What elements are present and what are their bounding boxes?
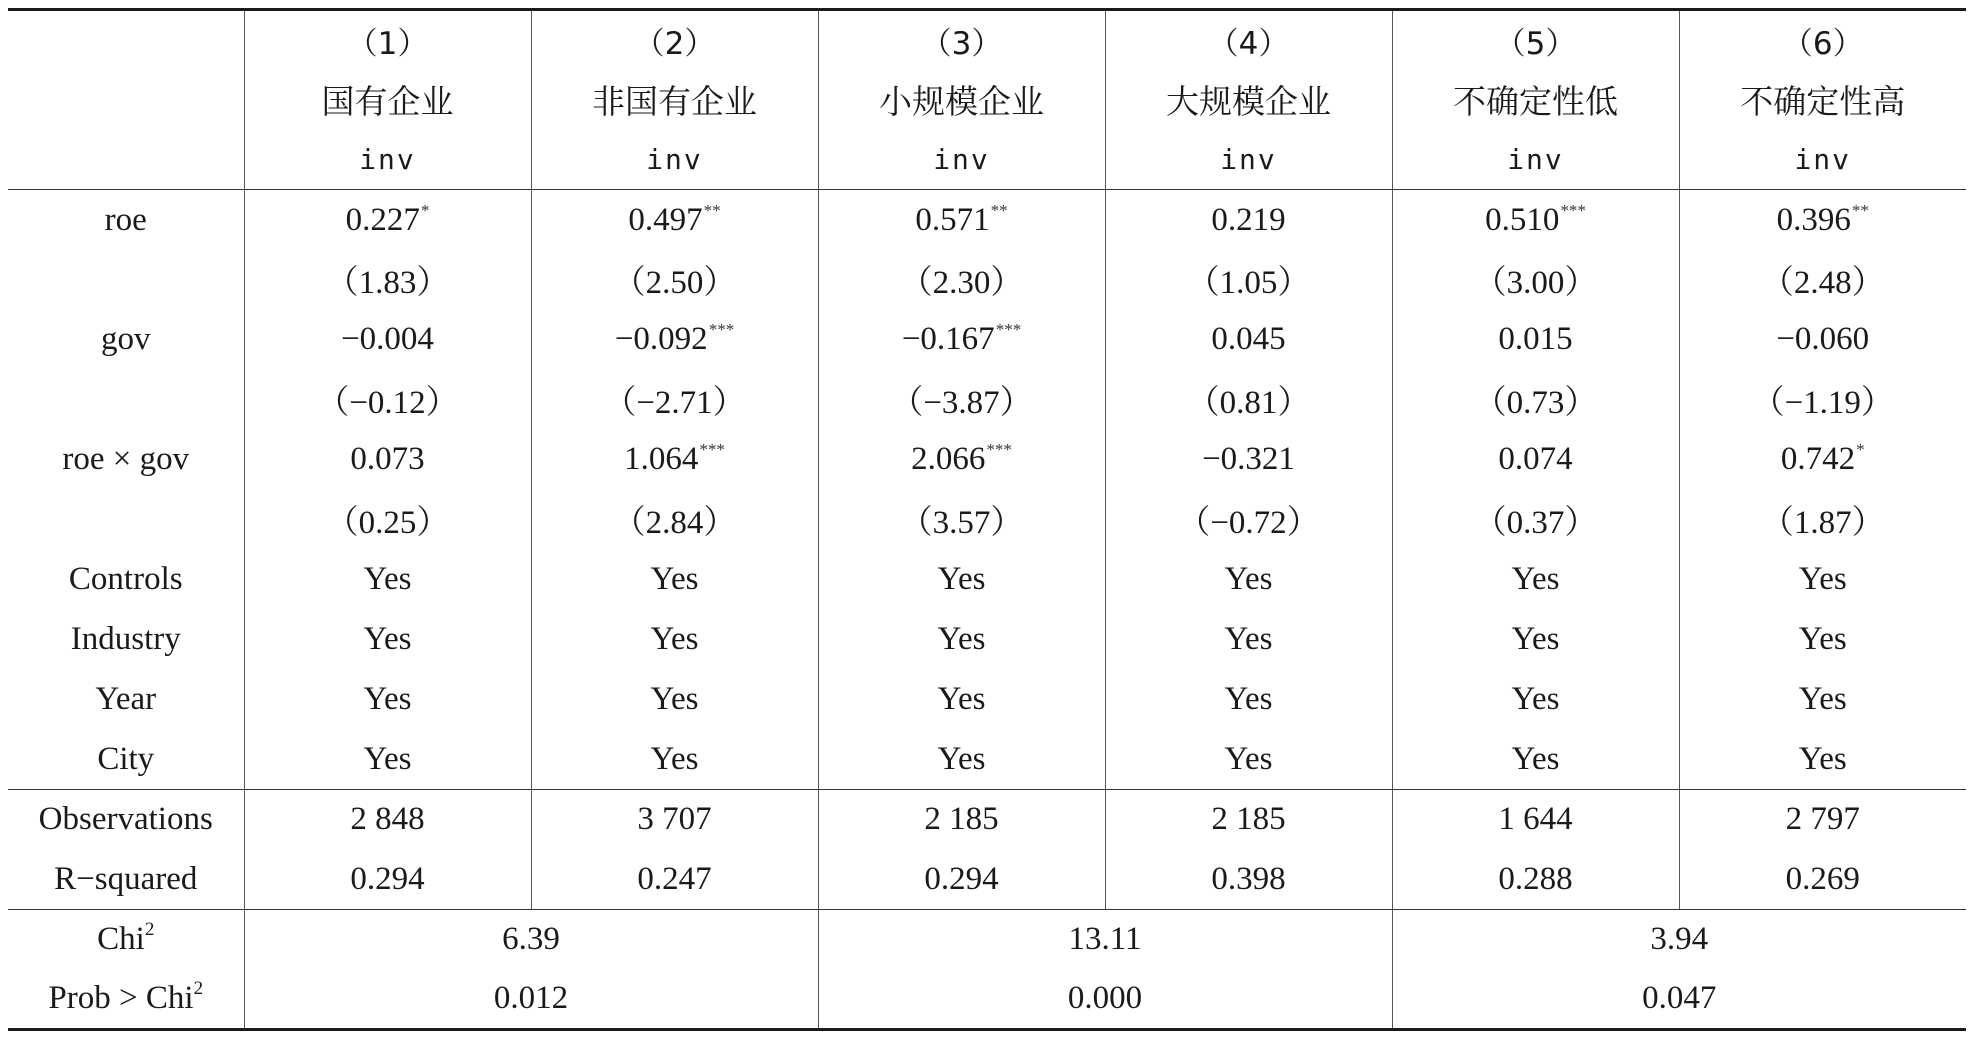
header-row-groups bbox=[8, 70, 1966, 130]
table-cell bbox=[531, 430, 818, 490]
cell-value: （1.83） bbox=[325, 265, 450, 301]
column-group-4: 大规模企业 bbox=[1105, 70, 1392, 130]
cell-value: 0.045 bbox=[1211, 321, 1286, 357]
significance-stars: * bbox=[420, 201, 430, 221]
table-cell bbox=[1392, 250, 1679, 310]
test-row bbox=[8, 910, 1966, 970]
table-cell bbox=[818, 610, 1105, 670]
table-cell bbox=[1105, 370, 1392, 430]
table-cell bbox=[531, 550, 818, 610]
cell-value: −0.321 bbox=[1202, 441, 1295, 477]
cell-value: （−3.87） bbox=[890, 385, 1033, 421]
column-group-1: 国有企业 bbox=[244, 70, 531, 130]
table-row bbox=[8, 610, 1966, 670]
row-label-text: Prob > Chi bbox=[48, 980, 194, 1017]
cell-value: Yes bbox=[1511, 561, 1560, 597]
table-cell bbox=[531, 250, 818, 310]
table-cell bbox=[244, 430, 531, 490]
row-label bbox=[8, 370, 244, 430]
table-cell: 2 797 bbox=[1785, 801, 1860, 838]
table-cell bbox=[1105, 550, 1392, 610]
row-label: Industry bbox=[8, 610, 244, 670]
header-corner-cell bbox=[8, 130, 244, 190]
merged-cell: 6.39 bbox=[244, 910, 818, 970]
table-cell bbox=[531, 490, 818, 550]
table-cell bbox=[1105, 490, 1392, 550]
table-cell bbox=[1392, 670, 1679, 730]
cell-value: 0.015 bbox=[1498, 321, 1573, 357]
significance-stars: * bbox=[1856, 440, 1865, 459]
column-group-6: 不确定性高 bbox=[1740, 82, 1906, 121]
cell-value: Yes bbox=[650, 561, 699, 597]
merged-cell: 13.11 bbox=[818, 910, 1392, 970]
table-cell bbox=[818, 310, 1105, 370]
table-cell: 0.294 bbox=[818, 850, 1105, 910]
row-label bbox=[8, 910, 244, 970]
significance-stars: *** bbox=[708, 320, 735, 339]
table-cell bbox=[1105, 190, 1392, 250]
table-cell bbox=[1105, 250, 1392, 310]
table-cell bbox=[1679, 370, 1966, 430]
header-corner-cell bbox=[8, 10, 244, 70]
cell-value: Yes bbox=[1224, 740, 1273, 777]
table-cell bbox=[531, 370, 818, 430]
column-number-5: （5） bbox=[1392, 10, 1679, 70]
cell-value: （3.57） bbox=[899, 505, 1024, 541]
table-cell: 3 707 bbox=[531, 790, 818, 850]
table-cell bbox=[244, 670, 531, 730]
test-row bbox=[8, 970, 1966, 1030]
column-group-5: 不确定性低 bbox=[1392, 70, 1679, 130]
cell-value: Yes bbox=[937, 740, 986, 777]
table-cell bbox=[1679, 250, 1966, 310]
table-cell bbox=[244, 730, 531, 790]
cell-value: Yes bbox=[1798, 681, 1847, 717]
table-cell bbox=[1392, 730, 1679, 790]
cell-value: （0.37） bbox=[1473, 505, 1598, 541]
significance-stars: *** bbox=[995, 320, 1022, 339]
cell-value: Yes bbox=[650, 621, 699, 657]
cell-value: Yes bbox=[1511, 681, 1560, 717]
row-label-text: Chi bbox=[97, 921, 145, 958]
table-cell bbox=[244, 190, 531, 250]
table-row bbox=[8, 490, 1966, 550]
table-row bbox=[8, 550, 1966, 610]
table-cell bbox=[244, 310, 531, 370]
cell-value: Yes bbox=[363, 681, 412, 717]
significance-stars: ** bbox=[990, 201, 1008, 221]
header-row-dependent-variable bbox=[8, 130, 1966, 190]
cell-value: Yes bbox=[1224, 561, 1273, 597]
cell-value: （0.81） bbox=[1186, 385, 1311, 421]
cell-value: （−0.72） bbox=[1177, 505, 1320, 541]
table-cell bbox=[244, 370, 531, 430]
cell-value: （−1.19） bbox=[1751, 385, 1894, 421]
table-cell bbox=[1392, 430, 1679, 490]
column-number-6: （6） bbox=[1679, 10, 1966, 70]
fit-statistics-section bbox=[8, 790, 1966, 910]
table-cell bbox=[1392, 310, 1679, 370]
row-label: Year bbox=[8, 670, 244, 730]
statistics-row bbox=[8, 850, 1966, 910]
table-cell bbox=[1679, 730, 1966, 790]
cell-value: Yes bbox=[937, 561, 986, 597]
table-cell bbox=[1105, 310, 1392, 370]
cell-value: 0.227 bbox=[345, 202, 420, 239]
significance-stars: *** bbox=[1560, 201, 1586, 221]
cell-value: （0.73） bbox=[1473, 385, 1598, 421]
column-number-2: （2） bbox=[531, 10, 818, 70]
cell-value: −0.060 bbox=[1776, 321, 1870, 357]
table-row bbox=[8, 310, 1966, 370]
significance-stars: *** bbox=[699, 440, 725, 459]
table-cell bbox=[818, 190, 1105, 250]
cell-value: Yes bbox=[1511, 621, 1560, 657]
table-cell bbox=[1392, 490, 1679, 550]
merged-cell: 0.047 bbox=[1392, 970, 1966, 1030]
cell-value: −0.167 bbox=[901, 321, 995, 357]
table-cell bbox=[1105, 670, 1392, 730]
cell-value: Yes bbox=[1798, 561, 1847, 597]
table-cell bbox=[1679, 430, 1966, 490]
table-cell bbox=[531, 310, 818, 370]
cell-value: （2.84） bbox=[612, 505, 737, 541]
header-corner-cell bbox=[8, 70, 244, 130]
column-number-1: （1） bbox=[244, 10, 531, 70]
significance-stars: ** bbox=[1851, 201, 1869, 221]
table-cell: 2 185 bbox=[1105, 790, 1392, 850]
table-cell bbox=[1105, 430, 1392, 490]
statistics-row bbox=[8, 790, 1966, 850]
table-cell bbox=[244, 610, 531, 670]
cell-value: （2.48） bbox=[1760, 265, 1885, 301]
cell-value: （1.05） bbox=[1186, 265, 1311, 301]
cell-value: 2.066 bbox=[911, 441, 986, 477]
header-row-column-numbers bbox=[8, 10, 1966, 70]
table-row bbox=[8, 190, 1966, 250]
column-group-3: 小规模企业 bbox=[818, 70, 1105, 130]
table-cell bbox=[1392, 190, 1679, 250]
table-cell bbox=[818, 430, 1105, 490]
cell-value: 0.073 bbox=[350, 441, 425, 477]
cell-value: Yes bbox=[1224, 681, 1273, 717]
table-cell: 0.269 bbox=[1679, 850, 1966, 910]
cell-value: Yes bbox=[1798, 740, 1847, 777]
column-number-4: （4） bbox=[1105, 10, 1392, 70]
cell-value: Yes bbox=[1798, 621, 1847, 657]
cell-value: Yes bbox=[1511, 740, 1560, 777]
table-cell bbox=[531, 730, 818, 790]
table-cell: 0.288 bbox=[1392, 850, 1679, 910]
row-label: roe bbox=[8, 190, 244, 250]
table-row bbox=[8, 430, 1966, 490]
row-label-superscript: 2 bbox=[193, 978, 204, 1000]
merged-cell: 0.000 bbox=[818, 970, 1392, 1030]
table-cell bbox=[818, 490, 1105, 550]
table-row bbox=[8, 670, 1966, 730]
row-label bbox=[8, 970, 244, 1030]
row-label-superscript: 2 bbox=[144, 919, 155, 941]
row-label: roe × gov bbox=[8, 430, 244, 490]
table-cell bbox=[1392, 550, 1679, 610]
cell-value: Yes bbox=[363, 740, 412, 777]
table-cell bbox=[818, 370, 1105, 430]
table-cell bbox=[531, 610, 818, 670]
group-difference-test-section bbox=[8, 910, 1966, 1030]
cell-value: 0.396 bbox=[1776, 202, 1851, 239]
cell-value: 0.510 bbox=[1485, 202, 1560, 239]
table-cell bbox=[1392, 370, 1679, 430]
column-group-2: 非国有企业 bbox=[531, 70, 818, 130]
dependent-variable-4: inv bbox=[1105, 130, 1392, 190]
table-header bbox=[8, 10, 1966, 190]
cell-value: Yes bbox=[363, 561, 412, 597]
cell-value: −0.004 bbox=[341, 321, 434, 357]
cell-value: Yes bbox=[363, 621, 412, 657]
cell-value: （0.25） bbox=[325, 505, 450, 541]
row-label: R−squared bbox=[8, 850, 244, 910]
dependent-variable-5: inv bbox=[1392, 130, 1679, 190]
table-cell: 2 848 bbox=[244, 790, 531, 850]
table-cell bbox=[244, 550, 531, 610]
cell-value: Yes bbox=[650, 681, 699, 717]
cell-value: 0.497 bbox=[628, 202, 703, 239]
regression-results-table bbox=[8, 8, 1966, 1031]
cell-value: Yes bbox=[937, 621, 986, 657]
table-cell bbox=[1679, 670, 1966, 730]
cell-value: （3.00） bbox=[1473, 265, 1598, 301]
cell-value: 0.219 bbox=[1211, 202, 1286, 239]
table-cell bbox=[818, 550, 1105, 610]
cell-value: （−2.71） bbox=[603, 385, 746, 421]
table-row bbox=[8, 250, 1966, 310]
table-cell bbox=[244, 490, 531, 550]
dependent-variable-6: inv bbox=[1679, 130, 1966, 190]
table-cell bbox=[1679, 190, 1966, 250]
cell-value: （−0.12） bbox=[316, 385, 459, 421]
dependent-variable-2: inv bbox=[531, 130, 818, 190]
row-label: City bbox=[8, 730, 244, 790]
cell-value: （2.30） bbox=[899, 265, 1024, 301]
table-cell: 0.398 bbox=[1105, 850, 1392, 910]
table-cell bbox=[531, 670, 818, 730]
merged-cell: 3.94 bbox=[1650, 921, 1709, 958]
dependent-variable-1: inv bbox=[244, 130, 531, 190]
table-row bbox=[8, 370, 1966, 430]
cell-value: 0.571 bbox=[915, 202, 990, 239]
significance-stars: *** bbox=[986, 440, 1012, 459]
cell-value: Yes bbox=[1224, 621, 1273, 657]
cell-value: （1.87） bbox=[1760, 505, 1885, 541]
table-cell bbox=[1105, 730, 1392, 790]
table-cell: 0.247 bbox=[531, 850, 818, 910]
cell-value: 0.742 bbox=[1780, 441, 1856, 477]
column-number-3: （3） bbox=[818, 10, 1105, 70]
table-cell: 0.294 bbox=[244, 850, 531, 910]
table-cell bbox=[1679, 610, 1966, 670]
cell-value: Yes bbox=[650, 740, 699, 777]
table-cell bbox=[1105, 610, 1392, 670]
merged-cell: 0.012 bbox=[244, 970, 818, 1030]
table-cell bbox=[1679, 490, 1966, 550]
table-cell: 1 644 bbox=[1392, 790, 1679, 850]
cell-value: （2.50） bbox=[612, 265, 737, 301]
coefficient-section bbox=[8, 190, 1966, 790]
cell-value: 1.064 bbox=[624, 441, 699, 477]
cell-value: 0.074 bbox=[1498, 441, 1573, 477]
cell-value: Yes bbox=[937, 681, 986, 717]
significance-stars: ** bbox=[703, 201, 721, 221]
row-label bbox=[8, 250, 244, 310]
row-label: Controls bbox=[8, 550, 244, 610]
dependent-variable-3: inv bbox=[818, 130, 1105, 190]
regression-table-container bbox=[8, 8, 1966, 1031]
cell-value: −0.092 bbox=[614, 321, 708, 357]
table-cell bbox=[1679, 550, 1966, 610]
table-cell bbox=[1679, 310, 1966, 370]
table-row bbox=[8, 730, 1966, 790]
row-label bbox=[8, 490, 244, 550]
table-cell bbox=[818, 730, 1105, 790]
table-cell bbox=[818, 250, 1105, 310]
row-label: gov bbox=[8, 310, 244, 370]
table-cell: 2 185 bbox=[818, 790, 1105, 850]
table-cell bbox=[244, 250, 531, 310]
table-cell bbox=[531, 190, 818, 250]
table-cell bbox=[1392, 610, 1679, 670]
table-cell bbox=[818, 670, 1105, 730]
row-label: Observations bbox=[8, 790, 244, 850]
